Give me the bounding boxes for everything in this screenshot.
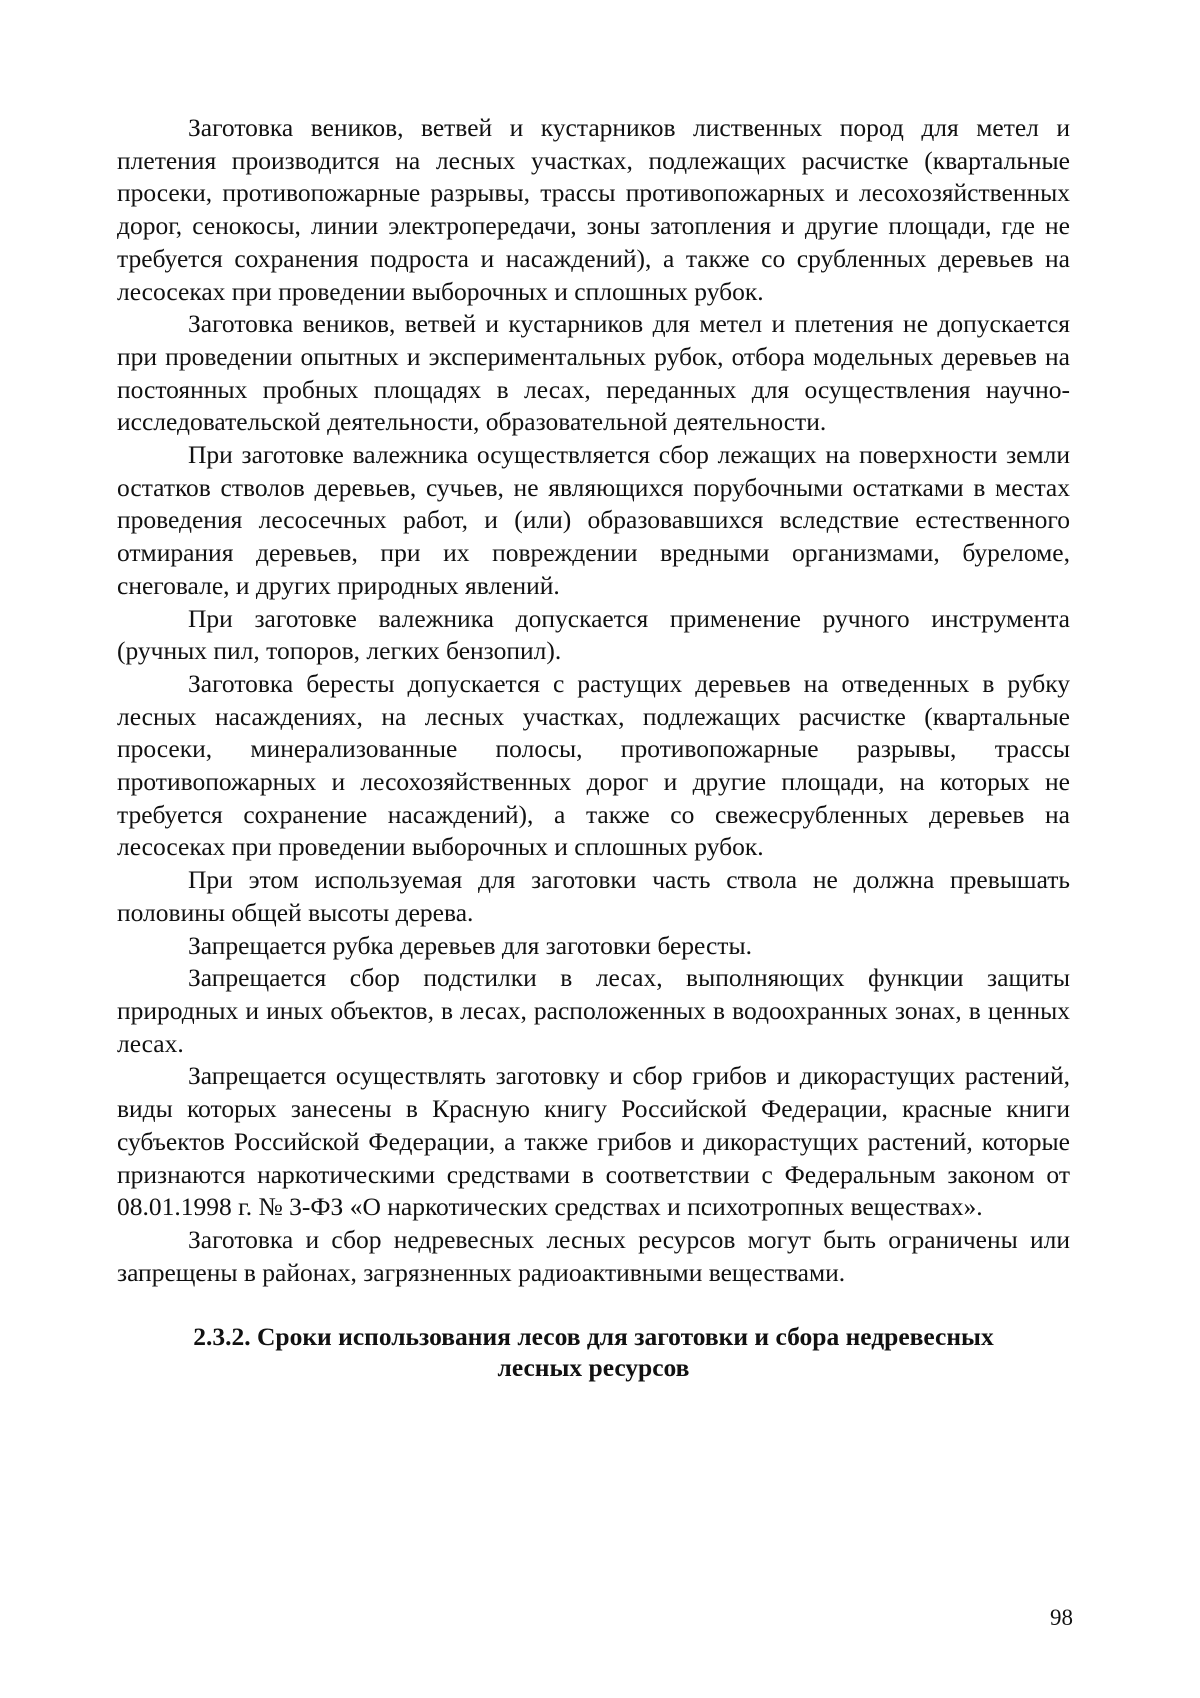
paragraph-7: Запрещается рубка деревьев для заготовки бересты.: [188, 930, 752, 960]
paragraph-6: При этом используемая для заготовки часть ствола не должна превышать половины общей высоты дерева.: [117, 865, 1070, 927]
paragraph-5: Заготовка бересты допускается с растущих деревьев на отведенных в рубку лесных насаждениях, на лесных участках, подлежащих расчистке (квартальные просеки, минерализованные полосы, противопожарные разрывы, трассы противопожарных и лесохозяйственных дорог и другие площади, на которых не требуется сохранение насаждений), а также со свежесрубленных деревьев на лесосеках при проведении выборочных и сплошных рубок.: [117, 668, 1070, 862]
paragraph-3: При заготовке валежника осуществляется сбор лежащих на поверхности земли остатков стволов деревьев, сучьев, не являющихся порубочными остатками в местах проведения лесосечных работ, и (или) образовавшихся вследствие естественного отмирания деревьев, при их повреждении вредными организмами, буреломе, снеговале, и других природных явлений.: [117, 440, 1070, 600]
paragraph-1: Заготовка веников, ветвей и кустарников лиственных пород для метел и плетения производится на лесных участках, подлежащих расчистке (квартальные просеки, противопожарные разрывы, трассы противопожарных и лесохозяйственных дорог, сенокосы, линии электропередачи, зоны затопления и другие площади, где не требуется сохранения подроста и насаждений), а также со срубленных деревьев на лесосеках при проведении выборочных и сплошных рубок.: [117, 113, 1070, 306]
paragraph-9: Запрещается осуществлять заготовку и сбор грибов и дикорастущих растений, виды которых занесены в Красную книгу Российской Федерации, красные книги субъектов Российской Федерации, а также грибов и дикорастущих растений, которые признаются наркотическими средствами в соответствии с Федеральным законом от 08.01.1998 г. № 3-ФЗ «О наркотических средствах и психотропных веществах».: [117, 1061, 1070, 1222]
paragraph-8: Запрещается сбор подстилки в лесах, выполняющих функции защиты природных и иных объектов, в лесах, расположенных в водоохранных зонах, в ценных лесах.: [117, 963, 1070, 1058]
page-number: 98: [1050, 1605, 1073, 1630]
paragraph-4: При заготовке валежника допускается применение ручного инструмента (ручных пил, топоров, легких бензопил).: [117, 603, 1070, 666]
body-text: [117, 112, 1070, 1383]
paragraph-2: Заготовка веников, ветвей и кустарников для метел и плетения не допускается при проведении опытных и экспериментальных рубок, отбора модельных деревьев на постоянных пробных площадях в лесах, переданных для осуществления научно-исследовательской деятельности, образовательной деятельности.: [117, 309, 1070, 437]
paragraph-10: Заготовка и сбор недревесных лесных ресурсов могут быть ограничены или запрещены в районах, загрязненных радиоактивными веществами.: [117, 1224, 1070, 1287]
section-heading: 2.3.2. Сроки использования лесов для заготовки и сбора недревесных лесных ресурсов: [193, 1322, 994, 1383]
